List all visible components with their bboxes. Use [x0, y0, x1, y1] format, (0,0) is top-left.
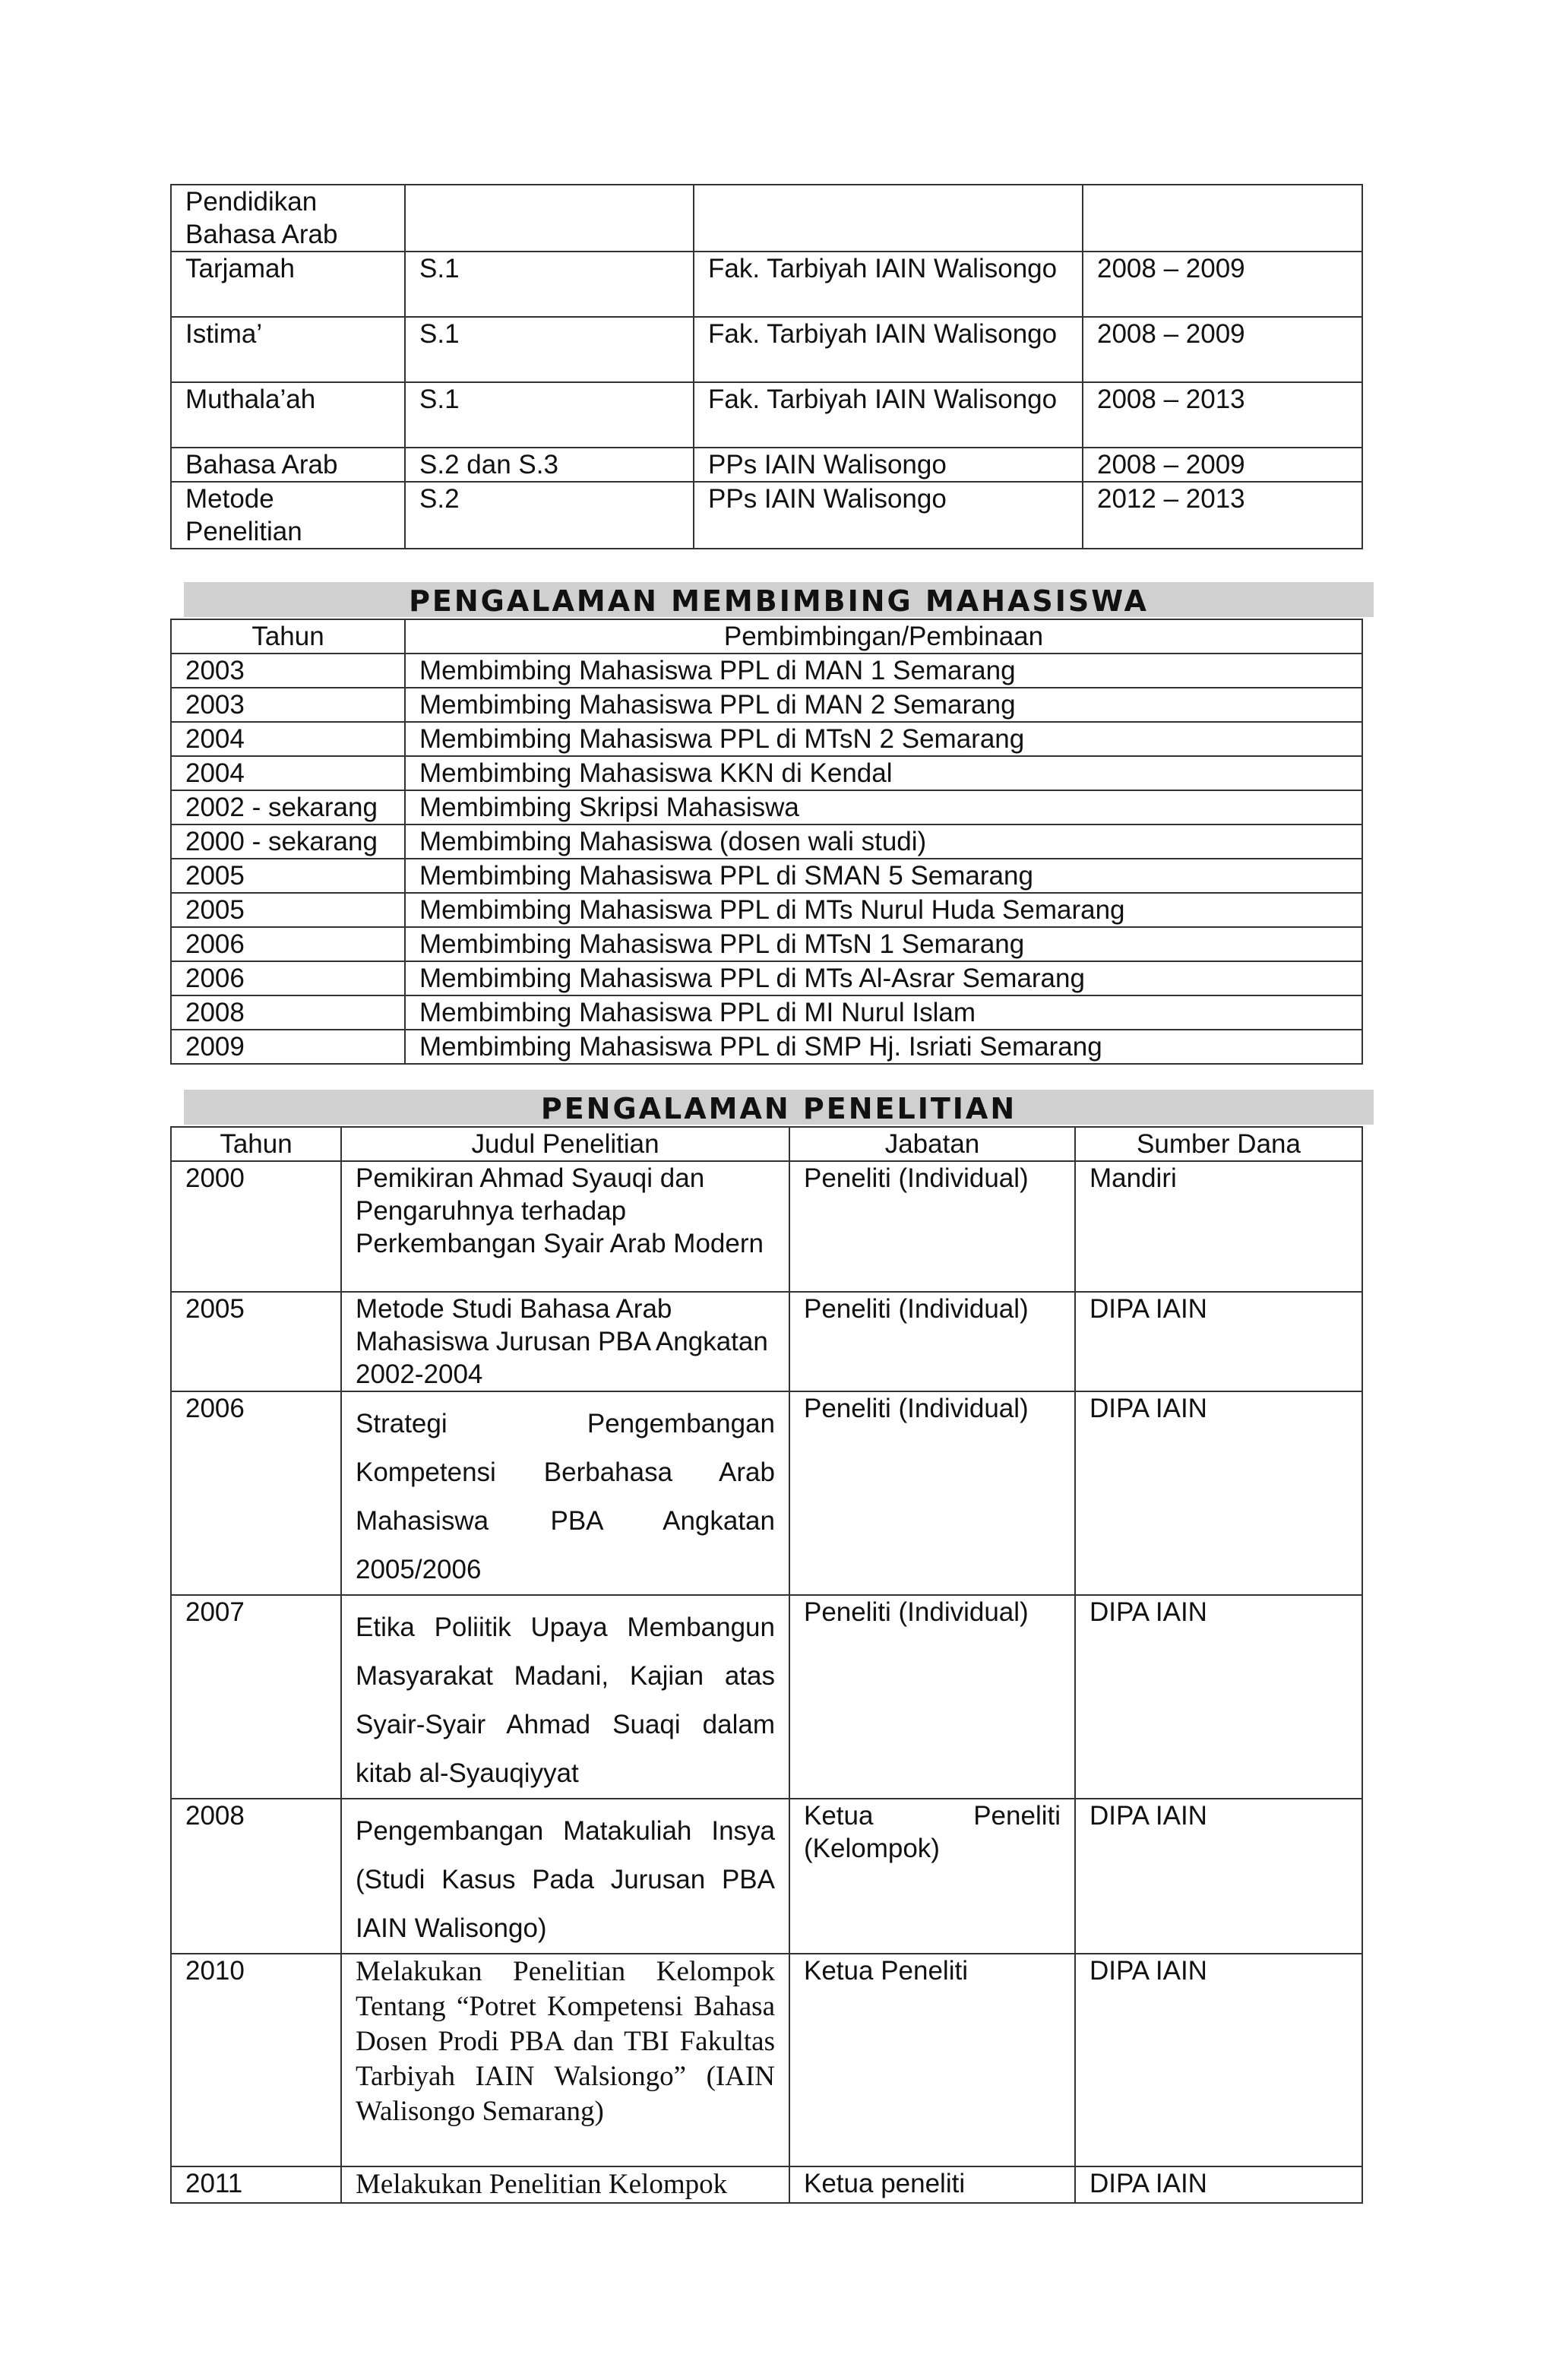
- year-cell: 2006: [171, 1391, 341, 1595]
- activity-cell: Membimbing Mahasiswa PPL di MAN 1 Semarang: [405, 654, 1362, 688]
- years-cell: [1083, 185, 1362, 252]
- table-row: [171, 448, 1362, 482]
- position-cell: Peneliti (Individual): [789, 1292, 1075, 1391]
- table-row: [171, 382, 1362, 448]
- year-cell: 2005: [171, 893, 405, 927]
- year-cell: 2002 - sekarang: [171, 790, 405, 824]
- year-cell: 2011: [171, 2166, 341, 2203]
- research-table: [170, 1126, 1363, 2204]
- years-cell: 2008 – 2013: [1083, 382, 1362, 448]
- position-cell: Ketua peneliti: [789, 2166, 1075, 2203]
- place-cell: PPs IAIN Walisongo: [694, 448, 1083, 482]
- activity-cell: Membimbing Mahasiswa PPL di MTsN 1 Semarang: [405, 927, 1362, 961]
- year-cell: 2005: [171, 859, 405, 893]
- table-row: [171, 1595, 1362, 1799]
- table-row: [171, 1954, 1362, 2166]
- title-cell: Melakukan Penelitian Kelompok: [341, 2166, 789, 2203]
- table-row: [171, 482, 1362, 549]
- year-cell: 2008: [171, 995, 405, 1030]
- years-cell: 2008 – 2009: [1083, 448, 1362, 482]
- activity-cell: Membimbing Mahasiswa PPL di MI Nurul Islam: [405, 995, 1362, 1030]
- position-cell: Ketua Peneliti: [789, 1954, 1075, 2166]
- year-cell: 2007: [171, 1595, 341, 1799]
- place-cell: Fak. Tarbiyah IAIN Walisongo: [694, 317, 1083, 382]
- activity-cell: Membimbing Mahasiswa PPL di MTs Al-Asrar Semarang: [405, 961, 1362, 995]
- table-row: [171, 722, 1362, 756]
- year-cell: 2003: [171, 654, 405, 688]
- funding-cell: DIPA IAIN: [1075, 1954, 1362, 2166]
- level-cell: S.1: [405, 317, 694, 382]
- teaching-table: [170, 184, 1363, 549]
- level-cell: S.2 dan S.3: [405, 448, 694, 482]
- table-header-row: [171, 619, 1362, 654]
- table-row: [171, 995, 1362, 1030]
- subject-cell: Metode Penelitian: [171, 482, 405, 549]
- year-cell: 2004: [171, 756, 405, 790]
- position-cell: Ketua Peneliti (Kelompok): [789, 1799, 1075, 1954]
- year-cell: 2000: [171, 1161, 341, 1292]
- activity-cell: Membimbing Mahasiswa PPL di SMAN 5 Semarang: [405, 859, 1362, 893]
- section-title-supervision: PENGALAMAN MEMBIMBING MAHASISWA: [184, 582, 1374, 617]
- table-row: [171, 824, 1362, 859]
- title-cell: Pengembangan Matakuliah Insya (Studi Kasus Pada Jurusan PBA IAIN Walisongo): [341, 1799, 789, 1954]
- title-cell: Melakukan Penelitian Kelompok Tentang “Potret Kompetensi Bahasa Dosen Prodi PBA dan TBI Fakultas Tarbiyah IAIN Walsiongo” (IAIN Walisongo Semarang): [341, 1954, 789, 2166]
- section-title-research: PENGALAMAN PENELITIAN: [184, 1090, 1374, 1125]
- title-header: Judul Penelitian: [341, 1127, 789, 1161]
- table-row: [171, 1292, 1362, 1391]
- year-cell: 2006: [171, 961, 405, 995]
- table-row: [171, 185, 1362, 252]
- table-row: [171, 927, 1362, 961]
- activity-cell: Membimbing Skripsi Mahasiswa: [405, 790, 1362, 824]
- funding-cell: DIPA IAIN: [1075, 1799, 1362, 1954]
- title-cell: Metode Studi Bahasa Arab Mahasiswa Jurusan PBA Angkatan 2002-2004: [341, 1292, 789, 1391]
- funding-cell: DIPA IAIN: [1075, 2166, 1362, 2203]
- table-row: [171, 1799, 1362, 1954]
- year-header: Tahun: [171, 619, 405, 654]
- year-cell: 2010: [171, 1954, 341, 2166]
- activity-cell: Membimbing Mahasiswa (dosen wali studi): [405, 824, 1362, 859]
- year-cell: 2005: [171, 1292, 341, 1391]
- subject-cell: Istima’: [171, 317, 405, 382]
- funding-cell: Mandiri: [1075, 1161, 1362, 1292]
- place-cell: [694, 185, 1083, 252]
- supervision-table: [170, 619, 1363, 1065]
- table-row: [171, 654, 1362, 688]
- table-row: [171, 1391, 1362, 1595]
- position-cell: Peneliti (Individual): [789, 1161, 1075, 1292]
- table-row: [171, 252, 1362, 317]
- activity-cell: Membimbing Mahasiswa PPL di SMP Hj. Isriati Semarang: [405, 1030, 1362, 1064]
- activity-header: Pembimbingan/Pembinaan: [405, 619, 1362, 654]
- level-cell: S.2: [405, 482, 694, 549]
- subject-cell: Bahasa Arab: [171, 448, 405, 482]
- table-row: [171, 317, 1362, 382]
- position-cell: Peneliti (Individual): [789, 1595, 1075, 1799]
- place-cell: Fak. Tarbiyah IAIN Walisongo: [694, 252, 1083, 317]
- year-cell: 2000 - sekarang: [171, 824, 405, 859]
- subject-cell: Pendidikan Bahasa Arab: [171, 185, 405, 252]
- year-cell: 2003: [171, 688, 405, 722]
- table-row: [171, 859, 1362, 893]
- table-row: [171, 2166, 1362, 2203]
- level-cell: [405, 185, 694, 252]
- funding-cell: DIPA IAIN: [1075, 1292, 1362, 1391]
- table-row: [171, 756, 1362, 790]
- activity-cell: Membimbing Mahasiswa KKN di Kendal: [405, 756, 1362, 790]
- year-header: Tahun: [171, 1127, 341, 1161]
- title-cell: Strategi Pengembangan Kompetensi Berbahasa Arab Mahasiswa PBA Angkatan 2005/2006: [341, 1391, 789, 1595]
- activity-cell: Membimbing Mahasiswa PPL di MTs Nurul Huda Semarang: [405, 893, 1362, 927]
- table-row: [171, 1161, 1362, 1292]
- year-cell: 2008: [171, 1799, 341, 1954]
- years-cell: 2012 – 2013: [1083, 482, 1362, 549]
- table-row: [171, 961, 1362, 995]
- funding-header: Sumber Dana: [1075, 1127, 1362, 1161]
- activity-cell: Membimbing Mahasiswa PPL di MAN 2 Semarang: [405, 688, 1362, 722]
- years-cell: 2008 – 2009: [1083, 317, 1362, 382]
- year-cell: 2006: [171, 927, 405, 961]
- place-cell: Fak. Tarbiyah IAIN Walisongo: [694, 382, 1083, 448]
- table-row: [171, 688, 1362, 722]
- position-header: Jabatan: [789, 1127, 1075, 1161]
- place-cell: PPs IAIN Walisongo: [694, 482, 1083, 549]
- subject-cell: Tarjamah: [171, 252, 405, 317]
- activity-cell: Membimbing Mahasiswa PPL di MTsN 2 Semarang: [405, 722, 1362, 756]
- title-cell: Pemikiran Ahmad Syauqi dan Pengaruhnya terhadap Perkembangan Syair Arab Modern: [341, 1161, 789, 1292]
- title-cell: Etika Poliitik Upaya Membangun Masyarakat Madani, Kajian atas Syair-Syair Ahmad Suaqi dalam kitab al-Syauqiyyat: [341, 1595, 789, 1799]
- subject-cell: Muthala’ah: [171, 382, 405, 448]
- table-row: [171, 893, 1362, 927]
- table-row: [171, 1030, 1362, 1064]
- position-cell: Peneliti (Individual): [789, 1391, 1075, 1595]
- years-cell: 2008 – 2009: [1083, 252, 1362, 317]
- funding-cell: DIPA IAIN: [1075, 1391, 1362, 1595]
- table-row: [171, 790, 1362, 824]
- year-cell: 2004: [171, 722, 405, 756]
- year-cell: 2009: [171, 1030, 405, 1064]
- funding-cell: DIPA IAIN: [1075, 1595, 1362, 1799]
- table-header-row: [171, 1127, 1362, 1161]
- level-cell: S.1: [405, 382, 694, 448]
- level-cell: S.1: [405, 252, 694, 317]
